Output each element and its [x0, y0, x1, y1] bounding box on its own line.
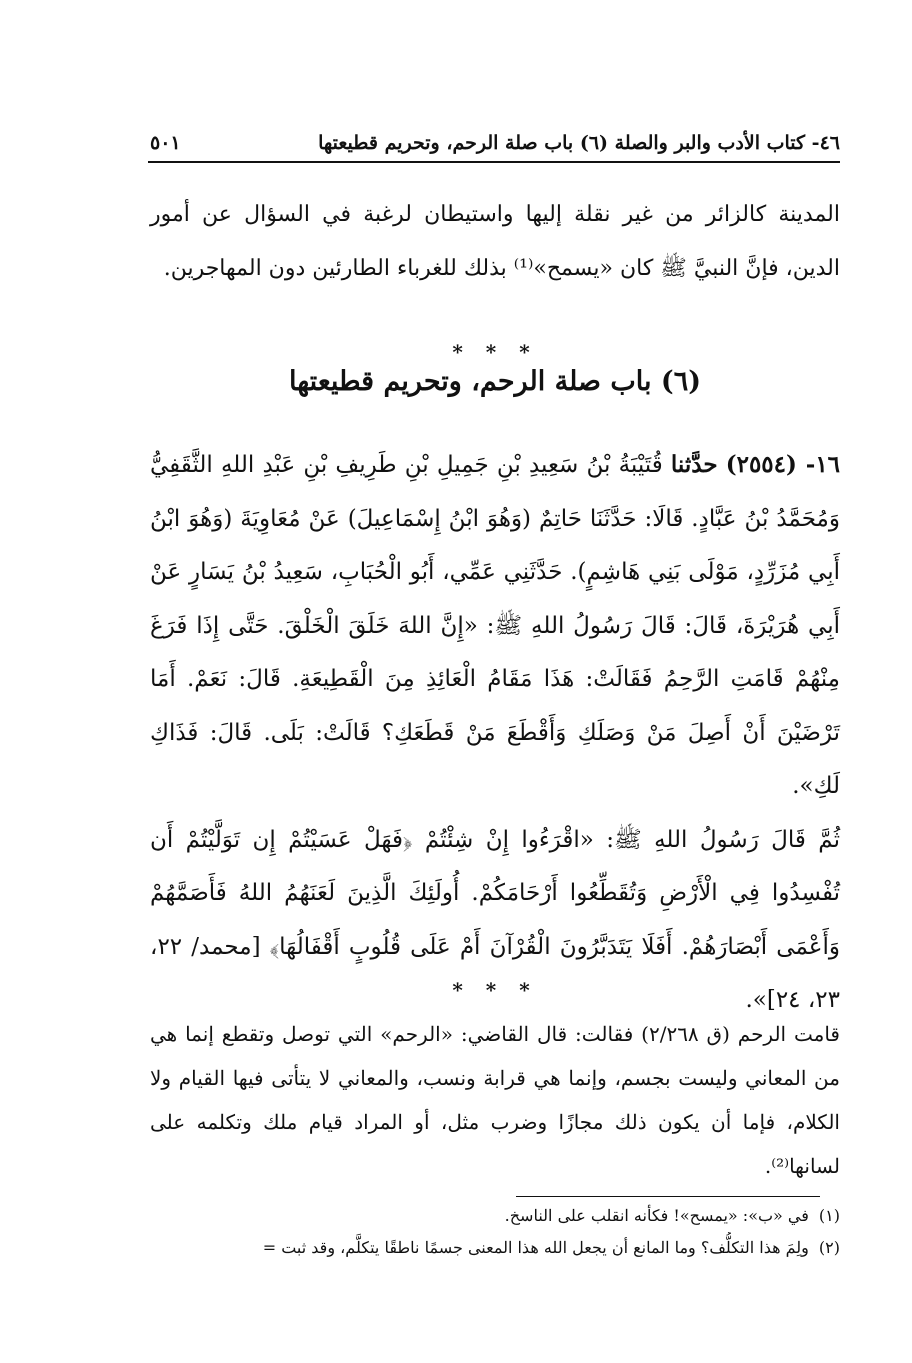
- section-separator: * * *: [452, 340, 538, 364]
- footnote-text: في «ب»: «يمسح»! فكأنه انقلب على الناسخ.: [504, 1206, 809, 1225]
- commentary-paragraph: قامت الرحم (ق ٢/٢٦٨) فقالت: قال القاضي: «الرحم» التي توصل وتقطع إنما هي من المعاني وليست بجسم، وإنما هي قرابة ونسب، والمعاني لا يتأتى فيها القيام ولا الكلام، فإما أن يكون ذلك مجازًا وضرب مثل، أو المراد قيام ملك وتكلمه على لسانها⁽²⁾.: [150, 1022, 840, 1178]
- hadith-body-2: ثُمَّ قَالَ رَسُولُ اللهِ ﷺ: «اقْرَءُوا إِنْ شِئْتُمْ ﴿فَهَلْ عَسَيْتُمْ إِن تَوَلَّيْتُمْ أَن تُفْسِدُوا فِي الْأَرْضِ وَتُقَطِّعُوا أَرْحَامَكُمْ. أُولَئِكَ الَّذِينَ لَعَنَهُمُ اللهُ فَأَصَمَّهُمْ وَأَعْمَى أَبْصَارَهُمْ. أَفَلَا يَتَدَبَّرُونَ الْقُرْآنَ أَمْ عَلَى قُلُوبٍ أَقْفَالُهَا﴾ [محمد/ ٢٢، ٢٣، ٢٤]».: [150, 826, 840, 1013]
- page-number: ٥٠١: [150, 132, 181, 154]
- intro-paragraph: المدينة كالزائر من غير نقلة إليها واستيطان لرغبة في السؤال عن أمور الدين، فإنَّ النبيَّ ﷺ كان «يسمح»⁽¹⁾ بذلك للغرباء الطارئين دون المهاجرين.: [150, 202, 840, 281]
- hadith-lead: حدَّثنا: [670, 451, 718, 478]
- running-title: ٤٦- كتاب الأدب والبر والصلة (٦) باب صلة الرحم، وتحريم قطيعتها: [318, 132, 840, 154]
- footnote-marker: (١): [818, 1206, 840, 1225]
- footnote-text: ولِمَ هذا التكلُّف؟ وما المانع أن يجعل الله هذا المعنى جسمًا ناطقًا يتكلَّم، وقد ثبت =: [262, 1238, 809, 1257]
- footnote: [150, 1232, 840, 1264]
- footnote-rule: [516, 1196, 820, 1197]
- running-header: [150, 126, 840, 160]
- hadith-text: [150, 438, 840, 1028]
- footnote: [150, 1200, 840, 1232]
- chapter-title: (٦) باب صلة الرحم، وتحريم قطيعتها: [289, 366, 701, 397]
- section-separator: * * *: [452, 978, 538, 1002]
- footnotes: [150, 1200, 840, 1264]
- hadith-number: ١٦- (٢٥٥٤): [725, 451, 841, 478]
- hadith-body: قُتَيْبَةُ بْنُ سَعِيدِ بْنِ جَمِيلِ بْنِ طَرِيفِ بْنِ عَبْدِ اللهِ الثَّقَفِيُّ وَمُحَمَّدُ بْنُ عَبَّادٍ. قَالَا: حَدَّثَنَا حَاتِمٌ (وَهُوَ ابْنُ إِسْمَاعِيلَ) عَنْ مُعَاوِيَةَ (وَهُوَ ابْنُ أَبِي مُزَرِّدٍ، مَوْلَى بَنِي هَاشِمٍ). حَدَّثَنِي عَمِّي، أَبُو الْحُبَابِ، سَعِيدُ بْنُ يَسَارٍ عَنْ أَبِي هُرَيْرَةَ، قَالَ: قَالَ رَسُولُ اللهِ ﷺ: «إِنَّ اللهَ خَلَقَ الْخَلْقَ. حَتَّى إِذَا فَرَغَ مِنْهُمْ قَامَتِ الرَّحِمُ فَقَالَتْ: هَذَا مَقَامُ الْعَائِذِ مِنَ الْقَطِيعَةِ. قَالَ: نَعَمْ. أَمَا تَرْضَيْنَ أَنْ أَصِلَ مَنْ وَصَلَكِ وَأَقْطَعَ مَنْ قَطَعَكِ؟ قَالَتْ: بَلَى. قَالَ: فَذَاكِ لَكِ».: [150, 452, 841, 799]
- footnote-marker: (٢): [818, 1238, 840, 1257]
- header-rule: [148, 161, 840, 163]
